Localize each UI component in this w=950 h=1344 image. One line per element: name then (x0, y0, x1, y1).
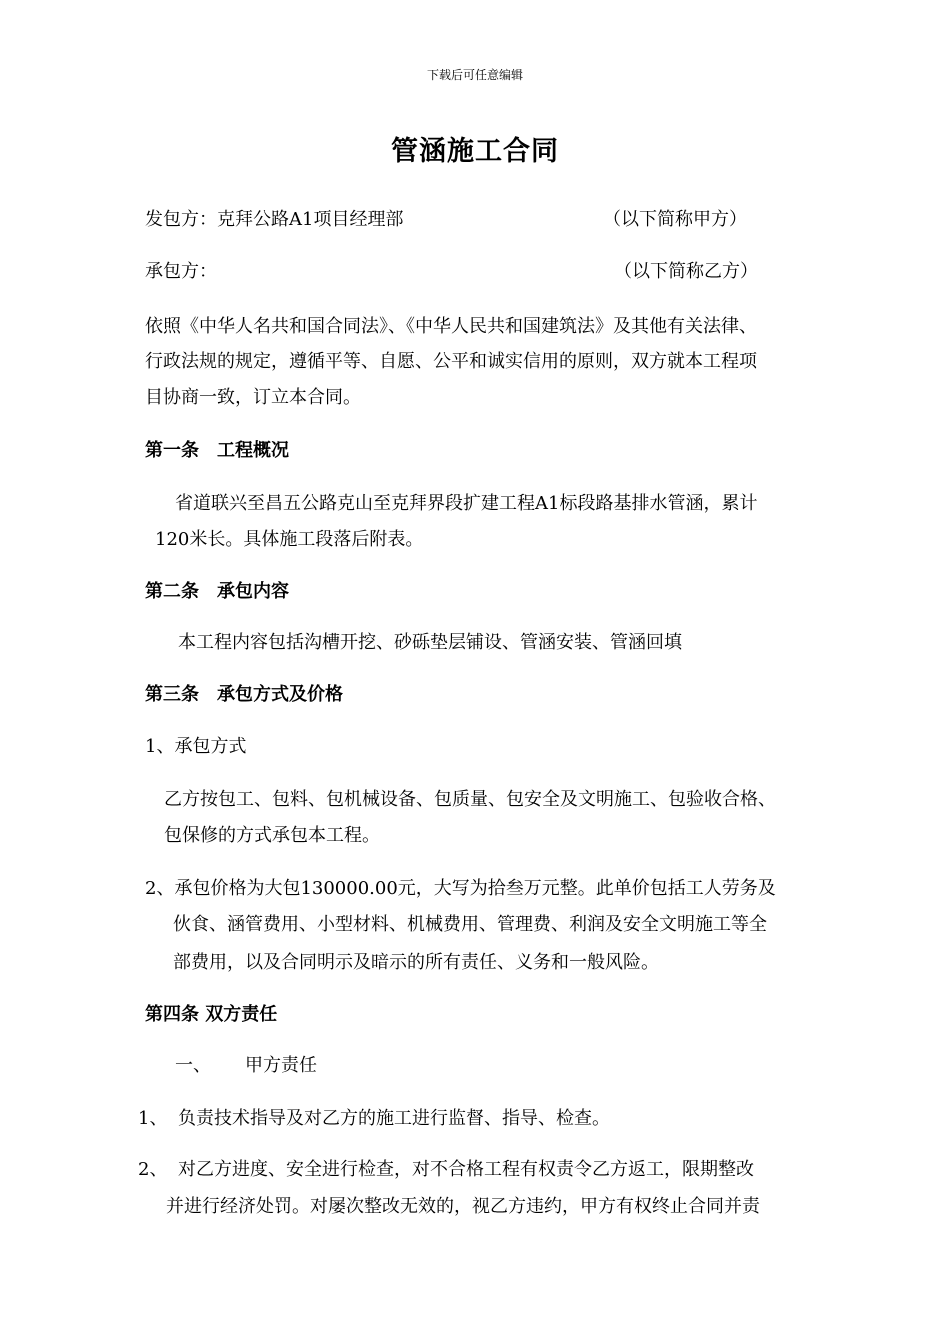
article4-heading: 第四条 双方责任 (145, 1004, 278, 1025)
article1-heading: 第一条 工程概况 (145, 440, 289, 461)
article4-section1-number: 一、 (175, 1055, 211, 1076)
article3-item1-title: 1、承包方式 (145, 736, 247, 757)
article4-item2-number: 2、 (138, 1159, 168, 1180)
article3-item1-line: 乙方按包工、包料、包机械设备、包质量、包安全及文明施工、包验收合格、 (164, 789, 776, 810)
article2-heading: 第二条 承包内容 (145, 581, 289, 602)
article1-line: 省道联兴至昌五公路克山至克拜界段扩建工程A1标段路基排水管涵，累计 (175, 493, 758, 514)
article4-item1-number: 1、 (138, 1108, 168, 1129)
article3-item2-line: 部费用，以及合同明示及暗示的所有责任、义务和一般风险。 (173, 952, 659, 973)
article4-item1-text: 负责技术指导及对乙方的施工进行监督、指导、检查。 (178, 1108, 610, 1129)
article3-item2-line: 2、承包价格为大包130000.00元，大写为拾叁万元整。此单价包括工人劳务及 (145, 878, 776, 899)
article2-line: 本工程内容包括沟槽开挖、砂砾垫层铺设、管涵安装、管涵回填 (178, 632, 682, 653)
article4-item2-line: 并进行经济处罚。对屡次整改无效的，视乙方违约，甲方有权终止合同并责 (166, 1196, 760, 1217)
employer-line: 发包方：克拜公路A1项目经理部 (145, 209, 404, 230)
header-note: 下载后可任意编辑 (426, 68, 523, 82)
employer-alias: （以下简称甲方） (603, 209, 747, 230)
contractor-alias: （以下简称乙方） (614, 261, 758, 282)
preamble-line: 依照《中华人名共和国合同法》、《中华人民共和国建筑法》及其他有关法律、 (145, 316, 757, 337)
article3-item2-line: 伙食、涵管费用、小型材料、机械费用、管理费、利润及安全文明施工等全 (173, 914, 767, 935)
document-title: 管涵施工合同 (391, 136, 559, 167)
preamble-line: 行政法规的规定，遵循平等、自愿、公平和诚实信用的原则，双方就本工程项 (145, 351, 757, 372)
contractor-line: 承包方： (145, 261, 217, 282)
article4-section1-title: 甲方责任 (245, 1055, 317, 1076)
article3-item1-line: 包保修的方式承包本工程。 (164, 825, 380, 846)
article4-item2-line: 对乙方进度、安全进行检查，对不合格工程有权责令乙方返工，限期整改 (178, 1159, 754, 1180)
preamble-line: 目协商一致，订立本合同。 (145, 387, 361, 408)
article3-heading: 第三条 承包方式及价格 (145, 684, 343, 705)
article1-line: 120米长。具体施工段落后附表。 (155, 529, 424, 550)
